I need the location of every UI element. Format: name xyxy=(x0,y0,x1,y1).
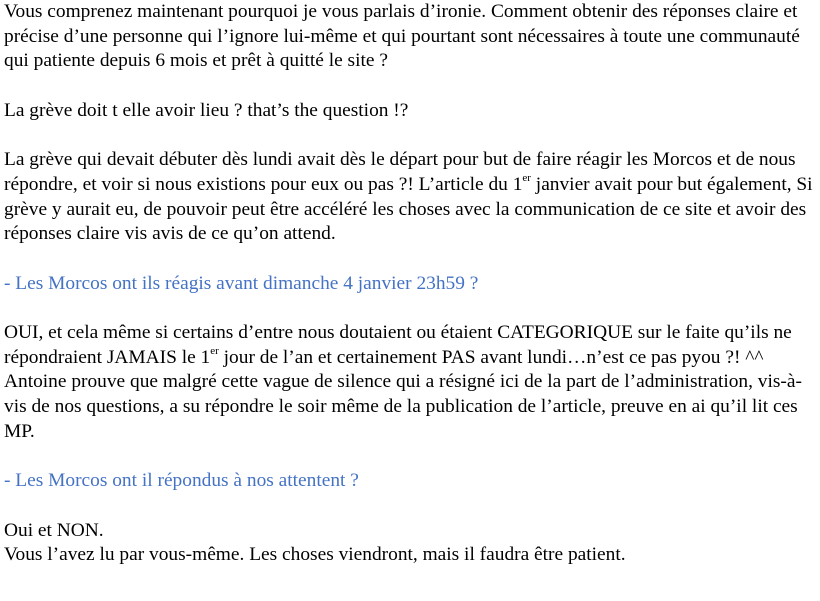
paragraph-strike-purpose xyxy=(4,148,816,247)
blank-line xyxy=(4,445,816,470)
blank-line xyxy=(4,124,816,149)
question-heading-reaction: - Les Morcos ont ils réagis avant dimanche 4 janvier 23h59 ? xyxy=(4,272,479,294)
paragraph-irony: Vous comprenez maintenant pourquoi je vous parlais d’ironie. Comment obtenir des réponses claire et précise d’une personne qui l’ignore lui-même et qui pourtant sont nécessaires à toute une communauté qui patiente depuis 6 mois et prêt à quitté le site ? xyxy=(4,1,800,72)
paragraph-answer-yes-part-a: OUI, et cela même si certains d’entre nous doutaient ou étaient CATEGORIQUE sur le faite qu’ils ne répondraient JAMAIS le 1 xyxy=(4,322,792,368)
paragraph-antoine: Antoine prouve que malgré cette vague de silence qui a résigné ici de la part de l’administration, vis-à-vis de nos questions, a su répondre le soir même de la publication de l’article, preuve en ai qu’il lit ces MP. xyxy=(4,371,802,442)
paragraph-strike-question: La grève doit t elle avoir lieu ? that’s the question !? xyxy=(4,99,409,121)
blank-line xyxy=(4,247,816,272)
paragraph-strike-purpose-part-a: La grève qui devait débuter dès lundi avait dès le départ pour but de faire réagir les Morcos et de nous répondre, et voir si nous existions pour eux ou pas ?! L’article du 1 xyxy=(4,149,796,195)
paragraph-strike-purpose-part-b: janvier avait pour but également, Si grève y aurait eu, de pouvoir peut être accéléré les choses avec la communication de ce site et avoir des réponses claire vis avis de ce qu’on attend. xyxy=(4,173,813,245)
paragraph-yes-and-no: Oui et NON. xyxy=(4,519,104,541)
blank-line xyxy=(4,74,816,99)
paragraph-answer-yes-part-b: jour de l’an et certainement PAS avant lundi…n’est ce pas pyou ?! ^^ xyxy=(218,346,764,368)
paragraph-be-patient: Vous l’avez lu par vous-même. Les choses viendront, mais il faudra être patient. xyxy=(4,544,626,566)
question-heading-expectations: - Les Morcos ont il répondus à nos attentent ? xyxy=(4,470,359,492)
blank-line xyxy=(4,296,816,321)
ordinal-superscript: er xyxy=(522,172,531,185)
document-body xyxy=(4,0,816,568)
ordinal-superscript: er xyxy=(210,345,219,358)
blank-line xyxy=(4,494,816,519)
paragraph-answer-yes xyxy=(4,321,816,370)
